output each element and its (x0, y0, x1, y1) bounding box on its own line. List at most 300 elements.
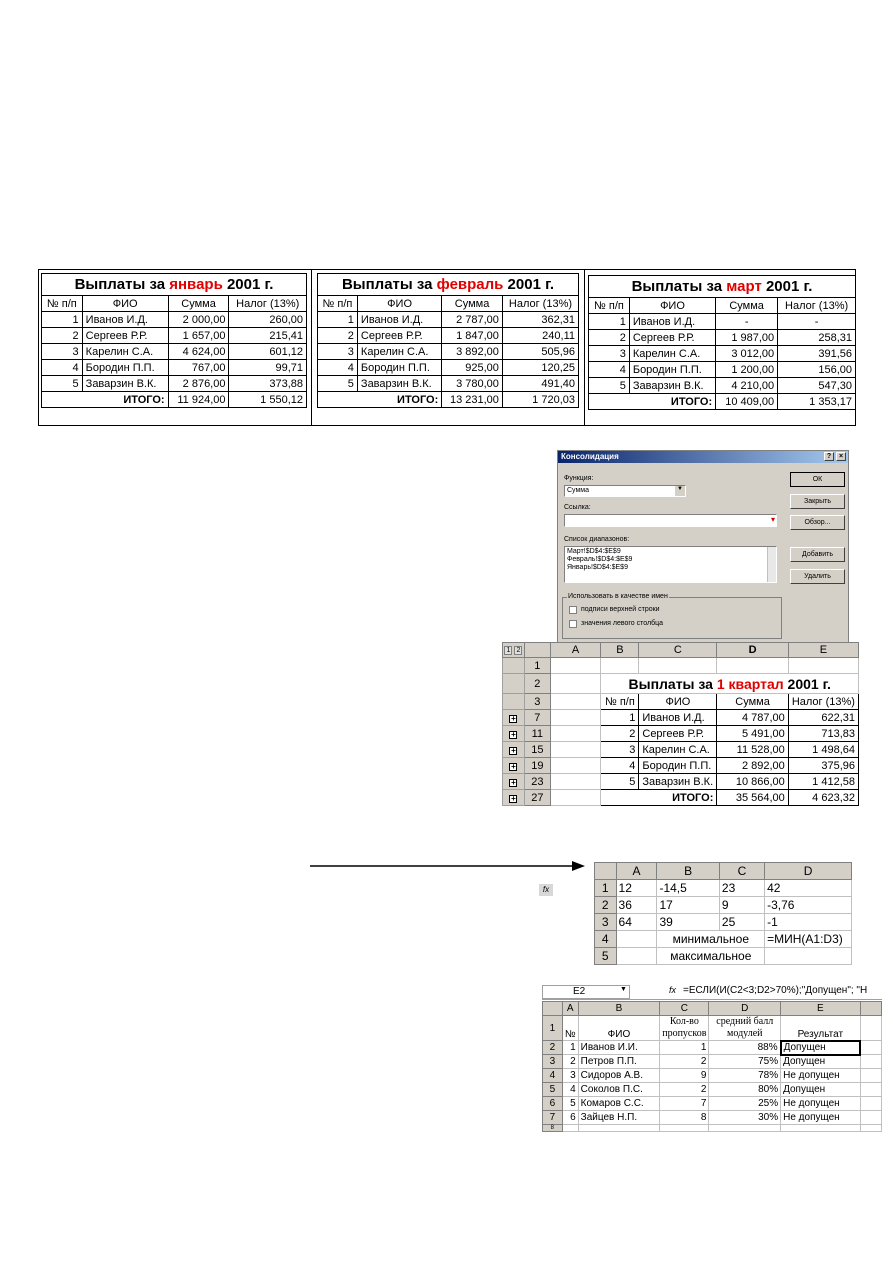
table-cell[interactable]: 4 (562, 1083, 578, 1097)
title-prefix: Выплаты за (628, 675, 717, 692)
table-cell: 3 (42, 344, 83, 360)
table-cell: 2 000,00 (168, 312, 229, 328)
table-cell[interactable]: 36 (616, 897, 657, 914)
total-row (318, 392, 579, 408)
table-cell[interactable]: Петров П.П. (578, 1055, 660, 1069)
expand-plus-icon[interactable]: + (511, 729, 516, 739)
table-row (595, 897, 852, 914)
column-header-row (543, 1002, 882, 1016)
table-cell: 491,40 (502, 376, 578, 392)
chevron-down-icon[interactable]: ▼ (620, 986, 627, 993)
table-cell: Карелин С.А. (82, 344, 168, 360)
row-header[interactable]: 11 (524, 726, 550, 742)
table-row (595, 948, 852, 965)
expand-plus-icon[interactable]: + (511, 761, 516, 771)
empty-cell[interactable] (616, 931, 657, 948)
column-header[interactable]: D (709, 1002, 781, 1016)
table-cell[interactable]: Допущен (781, 1083, 860, 1097)
title-suffix: 2001 г. (783, 675, 831, 692)
table-cell: 1 200,00 (716, 362, 778, 378)
header-line: модулей (727, 1028, 763, 1039)
table-cell[interactable]: 2 892,00 (717, 758, 788, 774)
table-cell[interactable]: 4 (601, 758, 639, 774)
table-row (543, 1097, 882, 1111)
empty-cell[interactable] (781, 1125, 860, 1132)
table-cell[interactable]: 1 412,58 (788, 774, 858, 790)
table-cell: Иванов И.Д. (629, 314, 715, 330)
total-sum: 11 924,00 (168, 392, 229, 408)
row-header[interactable]: 1 (524, 658, 550, 674)
table-cell[interactable]: 17 (657, 897, 719, 914)
empty-cell[interactable] (562, 1125, 578, 1132)
row-header[interactable]: 7 (543, 1111, 563, 1125)
empty-cell[interactable] (788, 658, 858, 674)
outline-cell[interactable] (503, 758, 525, 774)
outline-level-button[interactable]: 1 (504, 646, 512, 655)
empty-cell[interactable] (860, 1097, 882, 1111)
table-cell[interactable]: 88% (709, 1041, 781, 1055)
table-cell[interactable]: 11 528,00 (717, 742, 788, 758)
row-header[interactable]: 7 (524, 710, 550, 726)
ok-button[interactable]: ОК (790, 472, 845, 487)
empty-cell[interactable] (860, 1055, 882, 1069)
empty-cell[interactable] (860, 1041, 882, 1055)
table-cell[interactable]: 6 (562, 1111, 578, 1125)
column-header: № п/п (42, 296, 83, 312)
column-label[interactable]: Сумма (717, 694, 788, 710)
expand-plus-icon[interactable]: + (511, 793, 516, 803)
table-cell[interactable]: Заварзин В.К. (639, 774, 717, 790)
quarter-title[interactable] (601, 674, 859, 694)
cell-a[interactable] (550, 758, 601, 774)
outline-cell[interactable] (503, 774, 525, 790)
column-header: ФИО (629, 298, 715, 314)
outline-cell[interactable] (503, 710, 525, 726)
table-cell[interactable]: 42 (765, 880, 852, 897)
title-row (318, 274, 579, 296)
march-table (588, 275, 856, 410)
table-cell: 505,96 (502, 344, 578, 360)
table-cell: 3 780,00 (442, 376, 503, 392)
column-header[interactable]: D (765, 863, 852, 880)
column-header: Налог (13%) (229, 296, 307, 312)
cell-a[interactable] (550, 710, 601, 726)
table-row (543, 1125, 882, 1132)
table-cell[interactable]: 2 (601, 726, 639, 742)
table-cell[interactable]: 1 (562, 1041, 578, 1055)
expand-plus-icon[interactable]: + (511, 713, 516, 723)
month-name: март (726, 278, 762, 295)
table-cell: Сергеев Р.Р. (82, 328, 168, 344)
table-cell: 1 987,00 (716, 330, 778, 346)
table-cell: Сергеев Р.Р. (357, 328, 441, 344)
table-cell[interactable]: 39 (657, 914, 719, 931)
empty-cell[interactable] (860, 1111, 882, 1125)
table-cell[interactable]: 25% (709, 1097, 781, 1111)
column-label[interactable]: ФИО (639, 694, 717, 710)
corner-cell[interactable] (543, 1002, 563, 1016)
total-sum[interactable]: 35 564,00 (717, 790, 788, 806)
name-box[interactable]: E2 (542, 985, 630, 999)
total-tax: 1 550,12 (229, 392, 307, 408)
table-cell: 2 787,00 (442, 312, 503, 328)
table-row (503, 742, 859, 758)
empty-cell[interactable] (860, 1125, 882, 1132)
table-row (503, 726, 859, 742)
header-fio[interactable]: ФИО (578, 1016, 660, 1041)
table-cell: 601,12 (229, 344, 307, 360)
row-header[interactable]: 8 (543, 1125, 563, 1132)
total-label: ИТОГО: (589, 394, 716, 410)
table-cell[interactable]: -3,76 (765, 897, 852, 914)
empty-cell[interactable] (639, 658, 717, 674)
table-row (543, 1041, 882, 1055)
table-row (589, 346, 856, 362)
header-average[interactable] (709, 1016, 781, 1041)
table-cell: Иванов И.Д. (357, 312, 441, 328)
table-cell: 767,00 (168, 360, 229, 376)
table-title (42, 274, 307, 296)
table-cell[interactable]: Карелин С.А. (639, 742, 717, 758)
table-cell[interactable]: Не допущен (781, 1097, 860, 1111)
table-cell[interactable]: 4 787,00 (717, 710, 788, 726)
formula-text[interactable]: =ЕСЛИ(И(C2<3;D2>70%);"Допущен"; "Н (683, 985, 868, 996)
active-cell[interactable]: Допущен (781, 1041, 860, 1055)
table-cell: 2 876,00 (168, 376, 229, 392)
table-cell[interactable]: Соколов П.С. (578, 1083, 660, 1097)
header-number[interactable]: № (562, 1016, 578, 1041)
cell-a[interactable] (550, 790, 601, 806)
column-header[interactable]: B (601, 643, 639, 658)
table-cell[interactable]: Сергеев Р.Р. (639, 726, 717, 742)
column-header[interactable] (860, 1002, 882, 1016)
table-cell: 3 012,00 (716, 346, 778, 362)
reference-input[interactable] (564, 514, 777, 527)
list-item[interactable]: Март!$D$4:$E$9 (567, 548, 621, 555)
close-icon[interactable]: × (836, 452, 846, 461)
header-result[interactable]: Результат (781, 1016, 860, 1041)
collapse-dialog-icon[interactable]: ▾ (770, 515, 775, 524)
total-tax[interactable]: 4 623,32 (788, 790, 858, 806)
function-select[interactable] (564, 485, 686, 497)
cell-a[interactable] (550, 726, 601, 742)
cell-a[interactable] (550, 694, 601, 710)
header-absences[interactable] (660, 1016, 709, 1041)
table-cell[interactable]: 3 (601, 742, 639, 758)
column-label[interactable]: Налог (13%) (788, 694, 858, 710)
total-sum: 13 231,00 (442, 392, 503, 408)
table-cell[interactable]: Комаров С.С. (578, 1097, 660, 1111)
esli-function-sheet (542, 1001, 882, 1132)
column-header: № п/п (318, 296, 358, 312)
table-cell[interactable]: Не допущен (781, 1069, 860, 1083)
function-value: Сумма (567, 487, 589, 494)
chevron-down-icon[interactable]: ▼ (675, 486, 685, 496)
empty-cell[interactable] (709, 1125, 781, 1132)
row-header[interactable]: 1 (543, 1016, 563, 1041)
row-header[interactable]: 6 (543, 1097, 563, 1111)
max-label[interactable]: максимальное (657, 948, 765, 965)
outline-level-button[interactable]: 2 (514, 646, 522, 655)
total-label: ИТОГО: (318, 392, 442, 408)
table-cell[interactable]: 1 (660, 1041, 709, 1055)
table-cell[interactable]: 1 (601, 710, 639, 726)
browse-button[interactable]: Обзор... (790, 515, 845, 530)
outline-cell (503, 658, 525, 674)
table-cell[interactable]: -14,5 (657, 880, 719, 897)
column-header: Сумма (168, 296, 229, 312)
cell-a[interactable] (550, 774, 601, 790)
row-header[interactable]: 3 (524, 694, 550, 710)
table-cell[interactable]: 9 (660, 1069, 709, 1083)
table-cell[interactable]: 80% (709, 1083, 781, 1097)
table-cell: 215,41 (229, 328, 307, 344)
table-cell: 156,00 (778, 362, 856, 378)
table-cell: 240,11 (502, 328, 578, 344)
column-header[interactable]: B (578, 1002, 660, 1016)
header-line: средний балл (716, 1016, 774, 1027)
table-cell[interactable]: 5 (601, 774, 639, 790)
header-row (318, 296, 579, 312)
row-header[interactable]: 19 (524, 758, 550, 774)
cell-a[interactable] (550, 742, 601, 758)
left-column-checkbox[interactable] (569, 620, 577, 628)
table-cell[interactable]: Не допущен (781, 1111, 860, 1125)
table-row (543, 1069, 882, 1083)
column-header[interactable]: A (550, 643, 601, 658)
column-header[interactable]: D (717, 643, 788, 658)
column-header[interactable]: E (788, 643, 858, 658)
column-header-row (595, 863, 852, 880)
row-header[interactable]: 2 (524, 674, 550, 694)
list-item[interactable]: Февраль!$D$4:$E$9 (567, 556, 633, 563)
table-row (42, 344, 307, 360)
expand-plus-icon[interactable]: + (511, 745, 516, 755)
column-header[interactable]: C (639, 643, 717, 658)
outline-cell[interactable] (503, 742, 525, 758)
table-row (503, 674, 859, 694)
table-cell: 5 (589, 378, 630, 394)
table-cell[interactable]: 2 (562, 1055, 578, 1069)
empty-cell[interactable] (601, 658, 639, 674)
table-cell[interactable]: 10 866,00 (717, 774, 788, 790)
table-cell[interactable]: 78% (709, 1069, 781, 1083)
min-function-sheet (594, 862, 852, 965)
use-labels-legend: Использовать в качестве имен (568, 593, 668, 600)
table-cell: Бородин П.П. (629, 362, 715, 378)
title-prefix: Выплаты за (341, 276, 437, 293)
close-button[interactable]: Закрыть (790, 494, 845, 509)
table-cell[interactable]: 375,96 (788, 758, 858, 774)
table-row (318, 360, 579, 376)
table-row (42, 376, 307, 392)
row-header[interactable]: 15 (524, 742, 550, 758)
list-scrollbar[interactable] (767, 547, 776, 582)
column-header[interactable]: B (657, 863, 719, 880)
table-cell[interactable]: Сидоров А.В. (578, 1069, 660, 1083)
table-cell[interactable]: 2 (660, 1083, 709, 1097)
table-row (589, 378, 856, 394)
table-cell: Заварзин В.К. (357, 376, 441, 392)
corner-cell[interactable] (524, 643, 550, 658)
row-header[interactable]: 2 (543, 1041, 563, 1055)
ranges-label: Список диапазонов: (564, 536, 630, 543)
table-cell[interactable]: 23 (719, 880, 764, 897)
column-header[interactable]: A (562, 1002, 578, 1016)
column-label[interactable]: № п/п (601, 694, 639, 710)
table-cell: 99,71 (229, 360, 307, 376)
consolidation-dialog (557, 450, 849, 645)
table-row (503, 710, 859, 726)
function-label: Функция: (564, 475, 594, 482)
function-icon[interactable]: fx (669, 985, 677, 995)
row-header[interactable]: 4 (543, 1069, 563, 1083)
table-cell[interactable]: -1 (765, 914, 852, 931)
table-cell[interactable]: 64 (616, 914, 657, 931)
table-cell: 1 (318, 312, 358, 328)
total-row (42, 392, 307, 408)
header-line: пропусков (662, 1028, 707, 1039)
table-cell: 5 (42, 376, 83, 392)
table-cell[interactable]: 8 (660, 1111, 709, 1125)
min-formula-cell[interactable]: =МИН(A1:D3) (765, 931, 852, 948)
table-cell[interactable]: Иванов И.Д. (639, 710, 717, 726)
row-header[interactable]: 2 (595, 897, 617, 914)
cell-a[interactable] (550, 674, 601, 694)
add-button[interactable]: Добавить (790, 547, 845, 562)
column-header[interactable]: C (660, 1002, 709, 1016)
dialog-titlebar (558, 451, 848, 463)
table-cell[interactable]: 9 (719, 897, 764, 914)
table-cell[interactable]: 7 (660, 1097, 709, 1111)
corner-cell[interactable] (595, 863, 617, 880)
row-header[interactable]: 3 (543, 1055, 563, 1069)
table-row (503, 658, 859, 674)
row-header[interactable]: 4 (595, 931, 617, 948)
table-cell: 391,56 (778, 346, 856, 362)
table-cell[interactable]: 3 (562, 1069, 578, 1083)
empty-cell[interactable] (578, 1125, 660, 1132)
empty-cell[interactable] (765, 948, 852, 965)
min-label[interactable]: минимальное (657, 931, 765, 948)
empty-cell[interactable] (860, 1069, 882, 1083)
table-cell[interactable]: 12 (616, 880, 657, 897)
left-column-label: значения левого столбца (581, 620, 663, 627)
column-header[interactable]: A (616, 863, 657, 880)
table-row (503, 774, 859, 790)
table-row (589, 330, 856, 346)
ranges-list[interactable] (564, 546, 777, 583)
empty-cell[interactable] (660, 1125, 709, 1132)
row-header[interactable]: 23 (524, 774, 550, 790)
top-row-label: подписи верхней строки (581, 606, 660, 613)
table-cell[interactable]: Зайцев Н.П. (578, 1111, 660, 1125)
row-header[interactable]: 3 (595, 914, 617, 931)
title-prefix: Выплаты за (74, 276, 170, 293)
header-row (589, 298, 856, 314)
table-row (589, 362, 856, 378)
table-cell: Карелин С.А. (357, 344, 441, 360)
row-header[interactable]: 5 (595, 948, 617, 965)
outline-levels (503, 643, 525, 658)
outline-cell[interactable] (503, 790, 525, 806)
row-header[interactable]: 5 (543, 1083, 563, 1097)
table-cell: 3 (589, 346, 630, 362)
empty-cell[interactable] (717, 658, 788, 674)
quarter-name: 1 квартал (716, 675, 784, 692)
use-labels-group (562, 593, 782, 639)
table-cell: 4 (42, 360, 83, 376)
column-header-row (503, 643, 859, 658)
table-row (503, 758, 859, 774)
expand-plus-icon[interactable]: + (511, 777, 516, 787)
empty-cell[interactable] (860, 1083, 882, 1097)
title-row (42, 274, 307, 296)
table-cell: 120,25 (502, 360, 578, 376)
table-title (589, 276, 856, 298)
table-cell: Бородин П.П. (357, 360, 441, 376)
table-cell: 1 (42, 312, 83, 328)
month-name: февраль (436, 276, 504, 293)
cell-a[interactable] (550, 658, 601, 674)
header-row (42, 296, 307, 312)
dialog-title: Консолидация (561, 452, 619, 461)
total-label[interactable]: ИТОГО: (601, 790, 717, 806)
total-sum: 10 409,00 (716, 394, 778, 410)
row-header[interactable]: 1 (595, 880, 617, 897)
table-cell: 4 210,00 (716, 378, 778, 394)
table-row (42, 312, 307, 328)
table-cell: 2 (589, 330, 630, 346)
column-header: ФИО (357, 296, 441, 312)
delete-button[interactable]: Удалить (790, 569, 845, 584)
table-cell: 3 (318, 344, 358, 360)
column-header: Сумма (442, 296, 503, 312)
month-name: январь (169, 276, 223, 293)
table-cell: 1 657,00 (168, 328, 229, 344)
table-cell[interactable]: 1 498,64 (788, 742, 858, 758)
table-cell[interactable]: 30% (709, 1111, 781, 1125)
help-icon[interactable]: ? (824, 452, 834, 461)
list-item[interactable]: Январь!$D$4:$E$9 (567, 564, 628, 571)
table-row (595, 914, 852, 931)
table-cell[interactable]: Бородин П.П. (639, 758, 717, 774)
column-header[interactable]: E (781, 1002, 860, 1016)
table-cell[interactable]: 622,31 (788, 710, 858, 726)
table-cell[interactable]: 75% (709, 1055, 781, 1069)
column-header[interactable]: C (719, 863, 764, 880)
top-row-checkbox[interactable] (569, 606, 577, 614)
table-cell[interactable]: 5 (562, 1097, 578, 1111)
table-cell: Заварзин В.К. (82, 376, 168, 392)
table-cell: Иванов И.Д. (82, 312, 168, 328)
title-suffix: 2001 г. (761, 278, 813, 295)
empty-cell[interactable] (616, 948, 657, 965)
table-cell[interactable]: Допущен (781, 1055, 860, 1069)
table-cell[interactable]: 5 491,00 (717, 726, 788, 742)
table-cell[interactable]: 2 (660, 1055, 709, 1069)
outline-cell[interactable] (503, 726, 525, 742)
table-cell[interactable]: 25 (719, 914, 764, 931)
empty-cell[interactable] (860, 1016, 882, 1041)
table-row (543, 1055, 882, 1069)
table-cell: 547,30 (778, 378, 856, 394)
table-row (503, 694, 859, 710)
row-header[interactable]: 27 (524, 790, 550, 806)
table-cell[interactable]: Иванов И.И. (578, 1041, 660, 1055)
table-cell[interactable]: 713,83 (788, 726, 858, 742)
table-row (543, 1083, 882, 1097)
